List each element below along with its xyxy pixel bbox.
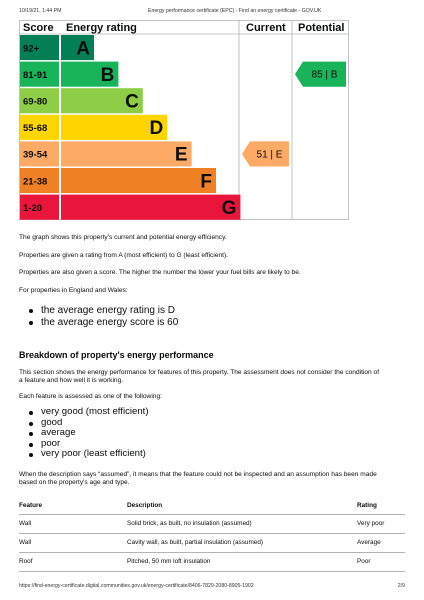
description-cell: Cavity wall, as built, partial insulation (assumed) [127,533,357,552]
band-bar [61,141,192,166]
band-letter: D [149,118,164,140]
breakdown-paragraph-1-cont: a feature and how well it is working. [19,377,124,384]
breakdown-paragraph-3-cont: based on the property's age and type. [19,479,130,486]
feature-cell: Roof [19,552,127,571]
band-bar [61,168,216,193]
list-item: very poor (least efficient) [27,449,149,460]
column-header-potential: Potential [298,22,345,34]
band-score-label: 55-68 [23,123,48,135]
column-header-score: Score [23,22,54,34]
intro-paragraph-2: Properties are given a rating from A (most efficient) to G (least efficient). [19,252,229,259]
band-letter: G [221,197,237,219]
band-letter: F [200,171,212,193]
band-letter: B [100,64,115,86]
band-score-label: 1-20 [23,202,43,214]
table-row [19,552,405,571]
breakdown-paragraph-3: When the description says “assumed”, it means that the feature could not be inspected and an assumption has been made [19,471,377,478]
band-bar [61,195,240,220]
band-score-label: 69-80 [23,96,48,108]
list-item: average [27,428,149,439]
intro-paragraph-4: For properties in England and Wales: [19,287,128,294]
description-cell: Solid brick, as built, no insulation (assumed) [127,514,357,533]
assessment-levels-list [27,407,149,460]
band-score-label: 81-91 [23,69,48,81]
column-header-energy-rating: Energy rating [66,22,137,34]
rating-cell: Average [357,533,405,552]
intro-paragraph-3: Properties are also given a score. The higher the number the lower your fuel bills are likely to be. [19,269,301,276]
breakdown-paragraph-2: Each feature is assessed as one of the following: [19,393,162,400]
average-rating-list [27,305,178,328]
print-header [19,8,344,18]
list-item: very good (most efficient) [27,407,149,418]
print-page-title: Energy performance certificate (EPC) - Find an energy certificate - GOV.UK [148,8,322,14]
table-row [19,514,405,533]
column-header-rating: Rating [357,497,405,514]
band-letter: C [125,91,139,113]
intro-paragraph-1: The graph shows this property's current and potential energy efficiency. [19,234,227,241]
rating-cell: Poor [357,552,405,571]
description-cell: Pitched, 50 mm loft insulation [127,552,357,571]
list-item: good [27,418,149,429]
list-item: poor [27,439,149,450]
print-date: 10/19/21, 1:44 PM [19,8,62,14]
band-letter: E [174,144,188,166]
table-row [19,533,405,552]
feature-cell: Wall [19,514,127,533]
list-item: the average energy score is 60 [27,317,178,329]
breakdown-paragraph-1: This section shows the energy performance for features of this property. The assessment does not consider the condition of [19,369,380,376]
page-number: 2/9 [397,583,405,589]
current-rating-label: 51 | E [256,149,283,161]
band-score-label: 39-54 [23,149,48,161]
page-url: https://find-energy-certificate.digital.communities.gov.uk/energy-certificate/8406-7829-2080-8905-1902 [19,583,254,589]
potential-rating-label: 85 | B [311,69,338,81]
feature-cell: Wall [19,533,127,552]
rating-cell: Very poor [357,514,405,533]
band-score-label: 21-38 [23,176,48,188]
epc-rating-chart [19,20,349,220]
breakdown-heading: Breakdown of property's energy performance [19,350,214,360]
table-header-row [19,497,405,514]
column-header-description: Description [127,497,357,514]
band-letter: A [76,38,90,60]
feature-table [19,497,405,572]
column-header-current: Current [246,22,286,34]
column-header-feature: Feature [19,497,127,514]
band-score-label: 92+ [23,43,40,55]
epc-chart-svg [19,20,349,220]
list-item: the average energy rating is D [27,305,178,317]
